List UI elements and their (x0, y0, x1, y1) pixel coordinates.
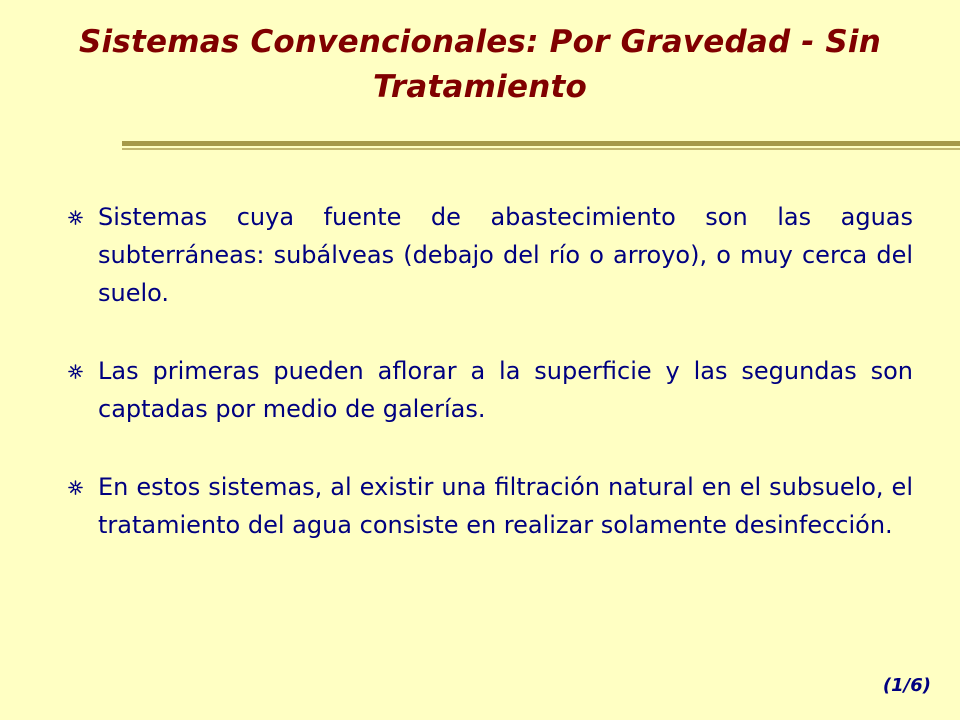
bullet-list (68, 198, 913, 544)
asterisk-flower-icon (68, 480, 83, 495)
bullet-item (68, 198, 913, 312)
asterisk-flower-icon (68, 210, 83, 225)
page-number: (1/6) (882, 675, 931, 696)
asterisk-flower-icon (68, 364, 83, 379)
bullet-item (68, 468, 913, 544)
bullet-text: En estos sistemas, al existir una filtración natural en el subsuelo, el tratamiento del agua consiste en realizar solamente desinfección. (98, 473, 913, 539)
title-divider-thin (122, 148, 960, 150)
slide-title: Sistemas Convencionales: Por Gravedad - Sin Tratamiento (78, 24, 882, 105)
bullet-text: Sistemas cuya fuente de abastecimiento son las aguas subterráneas: subálveas (debajo del río o arroyo), o muy cerca del suelo. (98, 203, 913, 307)
title-divider-thick (122, 141, 960, 146)
bullet-item (68, 352, 913, 428)
bullet-text: Las primeras pueden aflorar a la superficie y las segundas son captadas por medio de galerías. (98, 357, 913, 423)
